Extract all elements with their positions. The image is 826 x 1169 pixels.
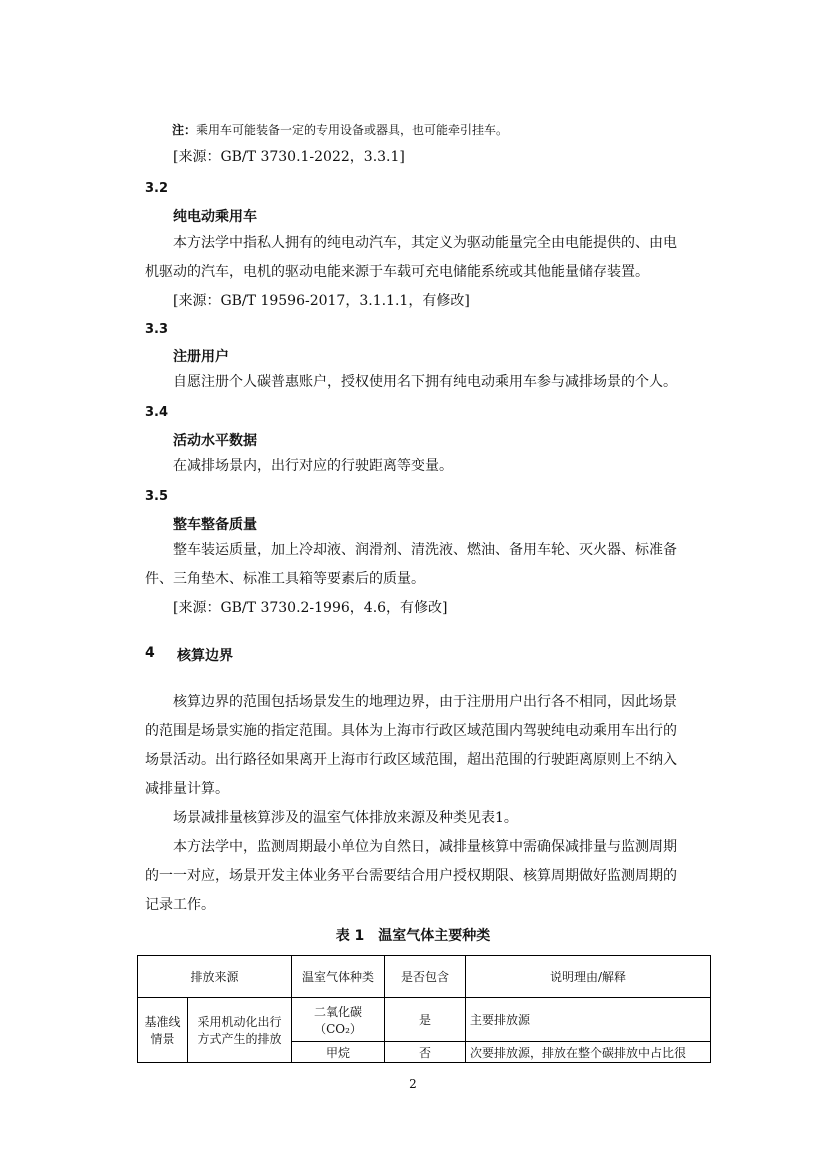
emission-source-cell: 采用机动化出行方式产生的排放 [188,998,292,1063]
term-body-3-4-line1: 在减排场景内，出行对应的行驶距离等变量。 [173,458,453,474]
gas-cell: 甲烷 [292,1042,385,1063]
table-header-row [138,956,711,998]
header-included: 是否包含 [385,956,466,998]
table-row [138,998,711,1042]
term-body-3-5-line1: 整车装运质量，加上冷却液、润滑剂、清洗液、燃油、备用车轮、灭火器、标准备 [173,542,677,558]
section-para1-line3: 场景活动。出行路径如果离开上海市行政区域范围，超出范围的行驶距离原则上不纳入 [145,752,677,768]
section-para1-line4: 减排量计算。 [145,781,229,797]
term-title-3-4: 活动水平数据 [173,433,257,449]
section-para1-line1: 核算边界的范围包括场景发生的地理边界，由于注册用户出行各不相同，因此场景 [173,694,677,710]
explanation-cell: 次要排放源，排放在整个碳排放中占比很 [466,1042,711,1063]
term-title-3-5: 整车整备质量 [173,517,257,533]
section-para3-line2: 的一一对应，场景开发主体业务平台需要结合用户授权期限、核算周期做好监测周期的 [145,868,677,884]
term-number-3-4: 3.4 [145,405,169,420]
term-title-3-2: 纯电动乘用车 [173,209,257,225]
page-number: 2 [409,1077,417,1091]
term-source-3-2: [来源：GB/T 19596-2017，3.1.1.1，有修改] [173,293,470,309]
baseline-scenario-cell: 基准线情景 [138,998,188,1063]
section-para2: 场景减排量核算涉及的温室气体排放来源及种类见表1。 [173,810,518,826]
greenhouse-gas-table [137,955,711,1063]
gas-cell: 二氧化碳（CO₂） [292,998,385,1042]
section-title: 核算边界 [177,648,233,664]
section-number: 4 [145,645,155,661]
header-explanation: 说明理由/解释 [466,956,711,998]
term-body-3-5-line2: 件、三角垫木、标准工具箱等要素后的质量。 [145,571,425,587]
term-body-3-2-line1: 本方法学中指私人拥有的纯电动汽车，其定义为驱动能量完全由电能提供的、由电 [173,235,677,251]
term-title-3-3: 注册用户 [173,349,229,365]
note [172,121,508,138]
header-emission-source: 排放来源 [138,956,292,998]
header-gas-type: 温室气体种类 [292,956,385,998]
section-para3-line1: 本方法学中，监测周期最小单位为自然日，减排量核算中需确保减排量与监测周期 [173,839,677,855]
source-3-1: [来源：GB/T 3730.1-2022，3.3.1] [173,149,405,165]
included-cell: 否 [385,1042,466,1063]
section-para3-line3: 记录工作。 [145,897,215,913]
table-caption: 表 1 温室气体主要种类 [335,928,491,944]
note-label: 注： [172,123,197,137]
term-body-3-3-line1: 自愿注册个人碳普惠账户，授权使用名下拥有纯电动乘用车参与减排场景的个人。 [173,374,677,390]
note-text: 乘用车可能装备一定的专用设备或器具，也可能牵引挂车。 [196,123,509,137]
term-number-3-3: 3.3 [145,322,169,337]
term-source-3-5: [来源：GB/T 3730.2-1996，4.6，有修改] [173,600,448,616]
term-number-3-2: 3.2 [145,181,169,196]
term-body-3-2-line2: 机驱动的汽车，电机的驱动电能来源于车载可充电储能系统或其他能量储存装置。 [145,264,649,280]
term-number-3-5: 3.5 [145,489,169,504]
section-para1-line2: 的范围是场景实施的指定范围。具体为上海市行政区域范围内驾驶纯电动乘用车出行的 [145,723,677,739]
included-cell: 是 [385,998,466,1042]
explanation-cell: 主要排放源 [466,998,711,1042]
